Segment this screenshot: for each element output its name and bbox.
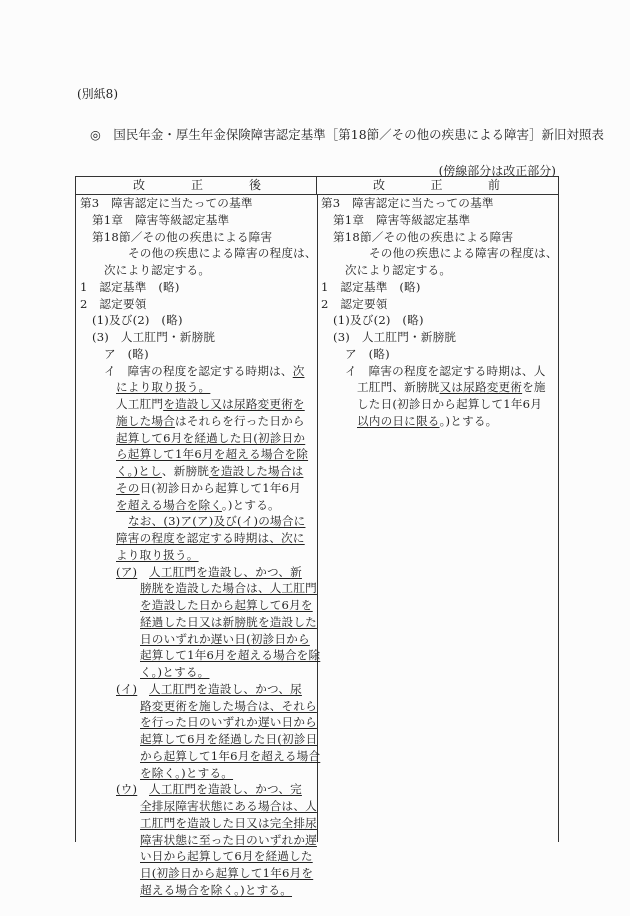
text-segment: はそれらを行った日から	[174, 413, 305, 428]
text-segment: (3) 人工肛門・新膀胱	[92, 330, 216, 344]
text-segment: その他の疾患による障害の程度は、	[128, 246, 317, 261]
text-line	[80, 530, 316, 547]
amended-text: を造設した日から起算して6月を	[140, 598, 313, 612]
text-line	[80, 731, 316, 748]
header-char: 改	[133, 178, 146, 192]
text-line	[80, 212, 316, 229]
text-segment: 1 認定基準 (略)	[321, 279, 421, 294]
header-char: 前	[487, 178, 500, 192]
text-line	[321, 379, 557, 396]
underline-note: (傍線部分は改正部分)	[438, 164, 556, 178]
text-line	[80, 815, 316, 832]
text-line	[321, 312, 557, 329]
text-segment: 人工肛門	[116, 397, 164, 411]
text-line	[80, 631, 316, 648]
text-segment: 次により認定する。	[104, 263, 211, 277]
text-line	[321, 413, 557, 430]
amended-text: ら起算して1年6月を超える場合を除	[116, 447, 309, 462]
amended-text: を造設した場合は	[209, 464, 304, 478]
text-segment: その他の疾患による障害の程度は、	[369, 246, 558, 261]
amended-text: より取り扱う。	[116, 547, 199, 562]
text-line	[80, 430, 316, 447]
text-segment: (3) 人工肛門・新膀胱	[333, 330, 457, 344]
text-segment: した日(初診日から起算して1年6月	[357, 397, 542, 411]
text-line	[321, 363, 557, 380]
text-line	[321, 346, 557, 363]
amended-text: 日のいずれか遅い日(初診日から	[140, 631, 310, 646]
text-line	[80, 329, 316, 346]
text-segment: 次により認定する。	[345, 263, 452, 277]
amended-text: から起算して1年6月を超える場合	[140, 748, 321, 763]
text-segment	[137, 782, 149, 796]
annex-label: (別紙8)	[77, 87, 118, 101]
text-line	[80, 547, 316, 564]
amended-text: 人工肛門を造設し、かつ、新	[149, 564, 302, 579]
text-line	[80, 346, 316, 363]
text-line	[80, 312, 316, 329]
text-line	[80, 614, 316, 631]
text-segment: 。)とする。	[439, 413, 498, 428]
text-line	[321, 296, 557, 313]
text-line	[321, 229, 557, 246]
text-line	[80, 296, 316, 313]
text-line	[80, 681, 316, 698]
amended-text: い日から起算して6月を経過した	[140, 849, 313, 864]
text-line	[80, 597, 316, 614]
text-segment	[137, 682, 149, 696]
text-line	[321, 329, 557, 346]
amended-text: 起算して1年6月を超える場合を除	[140, 648, 321, 663]
text-line	[80, 279, 316, 296]
amended-text: 日(初診日から起算して1年6月を	[140, 866, 314, 880]
text-line	[80, 765, 316, 782]
amended-text: 障害の程度を認定する時期は、次に	[116, 531, 305, 545]
text-segment: 工肛門、新膀胱	[357, 380, 440, 395]
text-line	[80, 413, 316, 430]
text-segment: (1)及び(2) (略)	[333, 313, 424, 328]
text-segment: 2 認定要領	[321, 296, 388, 311]
text-line	[80, 748, 321, 765]
amended-text: 路変更術を施した場合は、それら	[140, 698, 317, 713]
amended-text: を行った日のいずれか遅い日から	[140, 715, 317, 730]
text-line	[80, 580, 316, 597]
amended-text: 工肛門を造設した日又は完全排尿	[140, 815, 317, 830]
text-line	[80, 463, 316, 480]
previous-text-column	[321, 195, 557, 430]
amended-text: 又は尿路変更術	[439, 380, 523, 395]
text-segment: 第18節／その他の疾患による障害	[92, 229, 273, 244]
text-line	[321, 195, 557, 212]
header-char: 正	[430, 178, 443, 192]
revised-text-column	[80, 195, 321, 899]
header-char: 改	[373, 178, 386, 192]
text-line	[80, 865, 316, 882]
document-title: ◎ 国民年金・厚生年金保険障害認定基準［第18節／その他の疾患による障害］新旧対照表	[90, 127, 605, 142]
text-segment: 第1章 障害等級認定基準	[92, 212, 230, 227]
text-line	[80, 229, 316, 246]
amended-text: 膀胱を造設した場合は、人工肛門	[140, 581, 317, 596]
text-segment	[137, 565, 149, 579]
text-line	[80, 396, 316, 413]
text-segment: イ 障害の程度を認定する時期は、人	[345, 363, 546, 378]
text-segment: イ 障害の程度を認定する時期は、	[104, 363, 293, 378]
text-line	[80, 513, 316, 530]
amended-text: (ア)	[116, 564, 138, 579]
text-segment: 第3 障害認定に当たっての基準	[321, 196, 494, 210]
text-line	[80, 564, 316, 581]
text-line	[321, 279, 557, 296]
text-segment: 日(初診日から起算して1年6月	[139, 480, 301, 495]
amended-text: 次	[292, 363, 305, 378]
text-segment: 。)とする。	[221, 497, 280, 512]
amended-text: く。)とし	[116, 464, 162, 478]
amended-text: 経過した日又は新膀胱を造設した	[140, 614, 317, 629]
column-header-before-revision	[317, 177, 558, 195]
amended-text: なお、(3)ア(ア)及び(イ)の場合に	[128, 514, 306, 529]
text-segment: (1)及び(2) (略)	[92, 313, 183, 328]
amended-text: 以内の日に限る	[357, 413, 440, 428]
text-line	[80, 882, 316, 899]
text-line	[80, 262, 316, 279]
amended-text: 人工肛門を造設し、かつ、完	[149, 782, 302, 797]
amended-text: (イ)	[116, 681, 138, 696]
text-line	[80, 480, 316, 497]
header-char: 正	[190, 178, 203, 192]
amended-text: を超える場合を除く	[116, 497, 222, 512]
text-line	[321, 245, 557, 262]
amended-text: 人工肛門を造設し、かつ、尿	[149, 681, 302, 696]
text-line	[80, 497, 316, 514]
text-line	[80, 698, 316, 715]
text-line	[80, 195, 316, 212]
text-line	[80, 832, 316, 849]
text-line	[80, 647, 321, 664]
text-line	[80, 781, 316, 798]
amended-text: を造設し又は尿路変更術を	[163, 397, 305, 411]
text-segment: 第3 障害認定に当たっての基準	[80, 196, 253, 210]
text-segment: 第1章 障害等級認定基準	[333, 212, 471, 227]
amended-text: (ウ)	[116, 782, 138, 797]
text-line	[321, 212, 557, 229]
column-header-after-revision	[76, 177, 317, 195]
text-segment: ア (略)	[104, 346, 149, 361]
text-segment: 1 認定基準 (略)	[80, 279, 180, 294]
text-line	[321, 262, 557, 279]
amended-text: 全排尿障害状態にある場合は、人	[140, 799, 317, 813]
text-segment: 2 認定要領	[80, 296, 147, 311]
amended-text: 障害状態に至った日のいずれか遅	[140, 832, 317, 847]
text-line	[321, 396, 557, 413]
text-segment: 、新膀胱	[161, 464, 210, 478]
text-line	[80, 379, 316, 396]
text-line	[80, 446, 316, 463]
comparison-table	[75, 176, 559, 897]
text-line	[80, 798, 316, 815]
text-segment: を施	[522, 380, 546, 395]
amended-text: 起算して6月を経過した日(初診日か	[116, 430, 306, 445]
text-line	[80, 664, 316, 681]
text-segment: 第18節／その他の疾患による障害	[333, 229, 514, 244]
amended-text: く。)とする。	[140, 665, 210, 679]
text-line	[80, 714, 316, 731]
amended-text: 施した場合	[116, 413, 175, 428]
text-line	[80, 363, 316, 380]
amended-text: 起算して6月を経過した日(初診日	[140, 732, 318, 746]
header-char: 後	[248, 178, 261, 192]
text-segment: ア (略)	[345, 346, 390, 361]
amended-text: 超える場合を除く。)とする。	[140, 882, 293, 897]
amended-text: により取り扱う。	[116, 380, 211, 395]
text-line	[80, 848, 316, 865]
amended-text: その	[116, 480, 140, 495]
amended-text: を除く。)とする。	[140, 765, 234, 780]
text-line	[80, 245, 316, 262]
